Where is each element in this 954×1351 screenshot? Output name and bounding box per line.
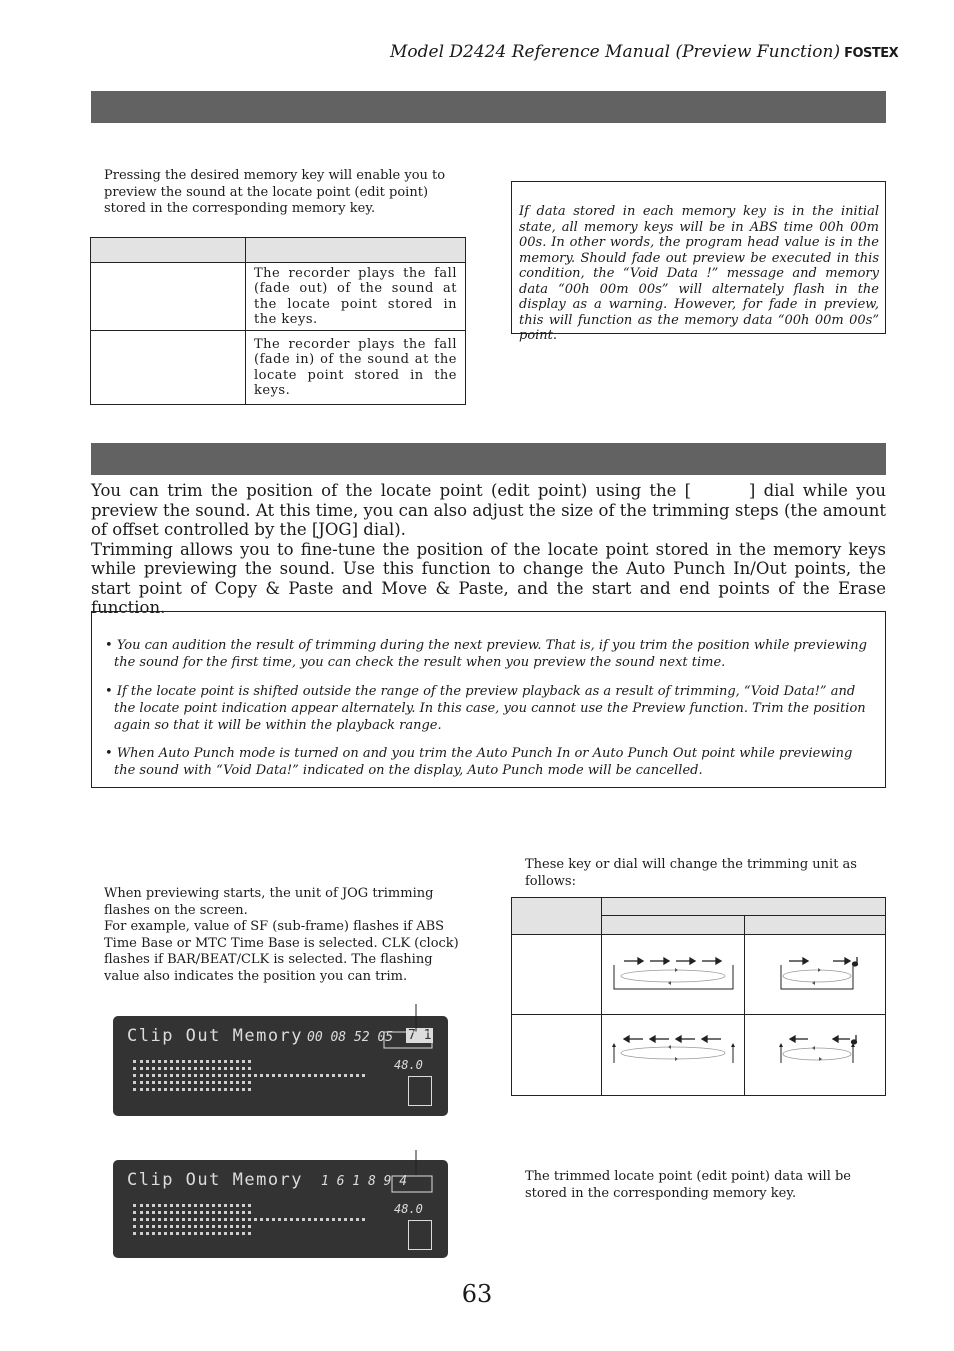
level-meter [133, 1218, 365, 1221]
lcd-rate: 48.0 [394, 1058, 423, 1072]
table-row [91, 331, 466, 405]
level-meter [133, 1081, 251, 1084]
right-arrows-note-icon [745, 935, 885, 1010]
note-bullet: • If the locate point is shifted outside the range of the preview playback as a result of trimming, “Void Data!” and the locate point indication appear alternately. In this case, you cannot use the Preview function. Trim the position again so that it will be within the playback range. [105, 684, 866, 733]
trim-table-row [512, 935, 886, 1015]
table-cell-key [91, 331, 246, 405]
table-header-row [91, 238, 466, 263]
table-cell-desc: The recorder plays the fall (fade in) of the sound at the locate point stored in the keys. [246, 331, 466, 405]
trim-table-row [512, 1015, 886, 1096]
trim-table-head-cell [745, 916, 886, 935]
lcd-indicator-box [408, 1220, 432, 1250]
preview-intro: Pressing the desired memory key will enable you to preview the sound at the locate point (edit point) stored in the corresponding memory key. [104, 168, 446, 216]
brand-logo: FOSTEX [844, 46, 899, 61]
trim-table-diagram-cell [602, 1015, 745, 1096]
left-arrows-note-icon [745, 1015, 885, 1091]
right-arrows-cycle-icon [602, 935, 744, 1010]
section-bar-2 [91, 443, 886, 475]
level-meter [133, 1067, 251, 1070]
table-row [91, 263, 466, 331]
trim-table-key-cell [512, 935, 602, 1015]
lcd-callout-1 [380, 1002, 440, 1062]
header-title: Model D2424 Reference Manual (Preview Function) [390, 42, 841, 62]
note-box [511, 181, 886, 343]
level-meter [133, 1225, 251, 1228]
lcd-rate: 48.0 [394, 1202, 423, 1216]
running-header [390, 42, 898, 62]
lcd-callout-2 [380, 1148, 440, 1208]
level-meter [133, 1211, 251, 1214]
trim-table-head-cell [602, 898, 886, 916]
lcd-label: Clip Out Memory [127, 1170, 304, 1190]
lcd-trim-unit: 7 1 [408, 1028, 432, 1043]
section-bar-1 [91, 91, 886, 123]
lcd-indicator-box [408, 1076, 432, 1106]
trim-unit-table [511, 897, 886, 1096]
lcd-bar-beat-clk: 1 6 1 8 9 4 [321, 1174, 408, 1189]
table-header-cell [246, 238, 466, 263]
preview-table [90, 237, 466, 405]
left-arrows-cycle-icon [602, 1015, 744, 1091]
trimming-para-2: Trimming allows you to fine-tune the position of the locate point stored in the memory keys while previewing the sound. Use this function to change the Auto Punch In/Out points, the start point of Copy & Paste and Move & Paste, and the start and end points of the Erase function. [91, 539, 886, 617]
trim-table-head-cell [512, 898, 602, 935]
level-meter [133, 1060, 251, 1063]
jog-unit-text: When previewing starts, the unit of JOG trimming flashes on the screen. For example, value of SF (sub-frame) flashes if ABS Time Base or MTC Time Base is selected. CLK (clock) flashes if BAR/BEAT/CLK is selected. The flashing value also indicates the position you can trim. [104, 886, 459, 984]
note-bullet: • When Auto Punch mode is turned on and you trim the Auto Punch In or Auto Punch Out point while previewing the sound with “Void Data!” indicated on the display, Auto Punch mode will be cancelled. [105, 746, 853, 778]
trimming-body [91, 481, 886, 618]
level-meter [133, 1088, 251, 1091]
trim-unit-text: These key or dial will change the trimming unit as follows: [525, 857, 857, 889]
trim-table-diagram-cell [745, 935, 886, 1015]
table-cell-key [91, 263, 246, 331]
table-header-cell [91, 238, 246, 263]
trim-table-diagram-cell [745, 1015, 886, 1096]
lcd-label: Clip Out Memory [127, 1026, 304, 1046]
trim-stored-text: The trimmed locate point (edit point) data will be stored in the corresponding memory key. [525, 1169, 852, 1201]
lcd-time: 00 08 52 05 [307, 1030, 394, 1045]
trim-table-diagram-cell [602, 935, 745, 1015]
note-bullet: • You can audition the result of trimming during the next preview. That is, if you trim the position while previewing the sound for the first time, you can check the result when you preview the sound next time. [105, 638, 867, 670]
level-meter [133, 1074, 365, 1077]
trim-table-header [512, 898, 886, 916]
note-text: If data stored in each memory key is in the initial state, all memory keys will be in ABS time 00h 00m 00s. In other words, the program head value is in the memory. Should fade out preview be executed in this condition, the “Void Data !” message and memory data “00h 00m 00s” will alternately flash in the display as a warning. However, for fade in preview, this will function as the memory data “00h 00m 00s” point. [519, 204, 879, 343]
level-meter [133, 1204, 251, 1207]
level-meter [133, 1232, 251, 1235]
table-cell-desc: The recorder plays the fall (fade out) of the sound at the locate point stored in the keys. [246, 263, 466, 331]
trim-table-head-cell [602, 916, 745, 935]
page-number: 63 [461, 1280, 493, 1308]
trim-table-key-cell [512, 1015, 602, 1096]
trimming-para-1: You can trim the position of the locate point (edit point) using the [ ] dial while you preview the sound. At this time, you can also adjust the size of the trimming steps (the amount of offset controlled by the [JOG] dial). [91, 481, 887, 539]
